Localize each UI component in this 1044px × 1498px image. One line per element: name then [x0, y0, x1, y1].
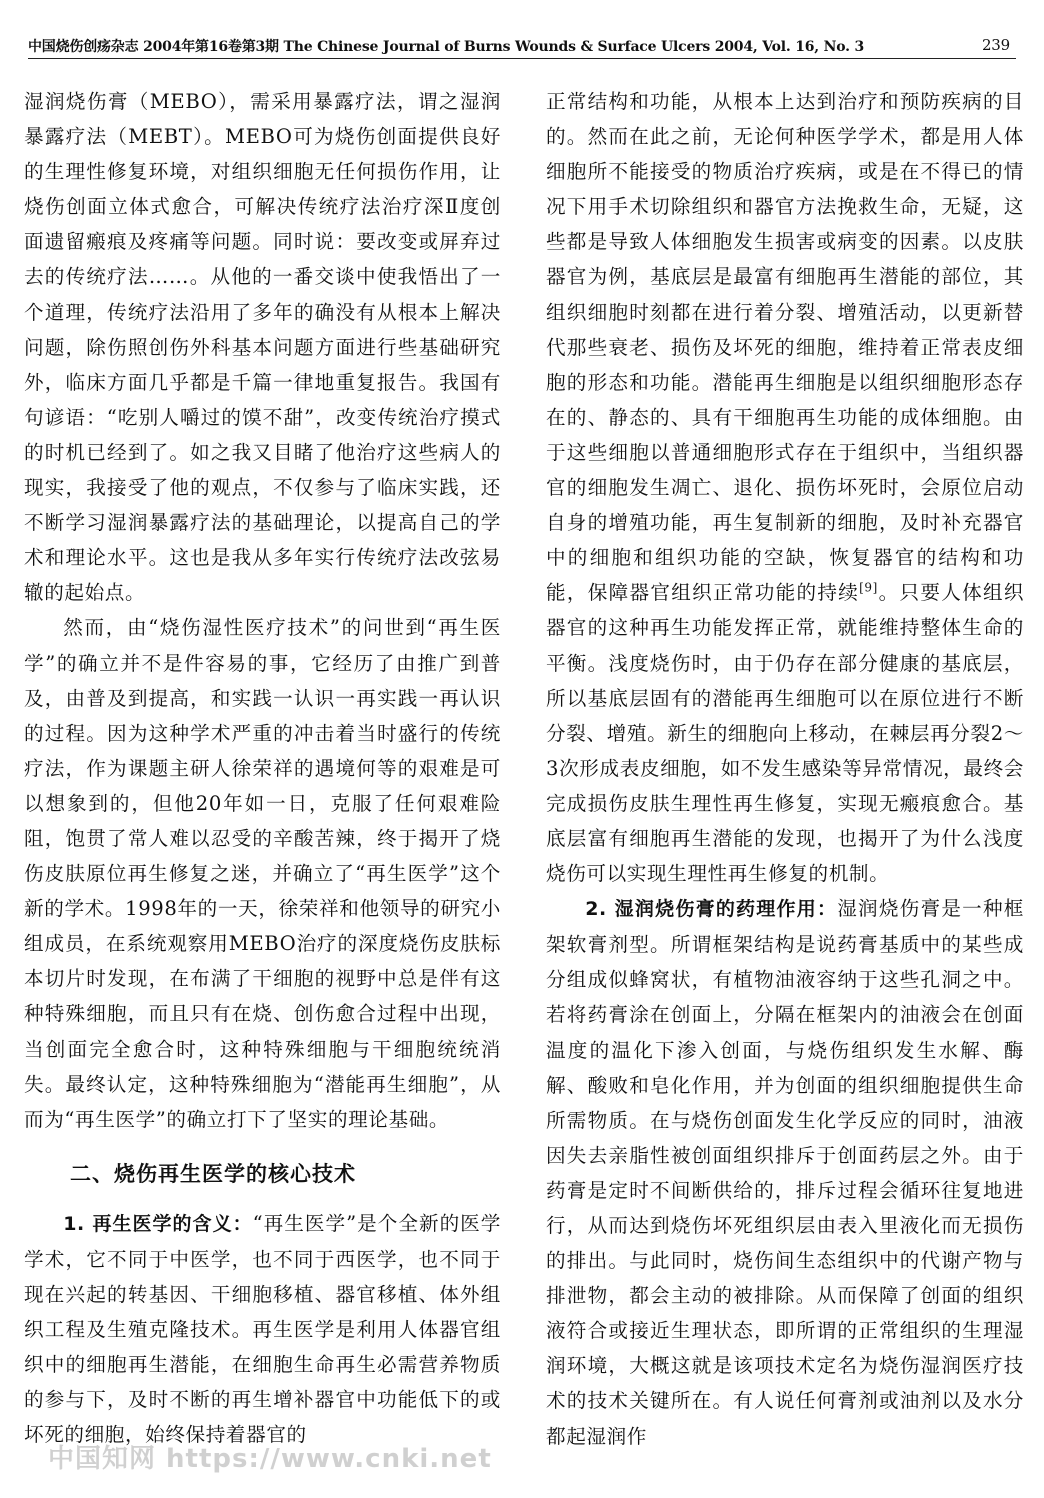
subsection-lead: 2. 湿润烧伤膏的药理作用： — [585, 898, 838, 921]
cnki-watermark: 中国知网 https://www.cnki.net — [48, 1444, 492, 1474]
paragraph-pharmacology — [546, 891, 1024, 1454]
paragraph-mebo-intro: 湿润烧伤膏（MEBO），需采用暴露疗法，谓之湿润暴露疗法（MEBT）。MEBO可为烧伤创面提供良好的生理性修复环境，对组织细胞无任何损伤作用，让烧伤创面立体式愈合，可解决传统疗法治疗深Ⅱ度创面遗留瘢痕及疼痛等问题。同时说：要改变或屏弃过去的传统疗法……。从他的一番交谈中使我悟出了一个道理，传统疗法沿用了多年的确没有从根本上解决问题，除伤照创伤外科基本问题方面进行些基础研究外，临床方面几乎都是千篇一律地重复报告。我国有句谚语：“吃别人嚼过的馍不甜”，改变传统治疗摸式的时机已经到了。如之我又目睹了他治疗这些病人的现实，我接受了他的观点，不仅参与了临床实践，还不断学习湿润暴露疗法的基础理论，以提高自己的学术和理论水平。这也是我从多年实行传统疗法改弦易辙的起始点。 — [24, 90, 501, 605]
paragraph-text: 正常结构和功能，从根本上达到治疗和预防疾病的目的。然而在此之前，无论何种医学学术，都是用人体细胞所不能接受的物质治疗疾病，或是在不得已的情况下用手术切除组织和器官方法挽救生命，无疑，这些都是导致人体细胞发生损害或病变的因素。以皮肤器官为例，基底层是最富有细胞再生潜能的部位，其组织细胞时刻都在进行着分裂、增殖活动，以更新替代那些衰老、损伤及坏死的细胞，维持着正常表皮细胞的形态和功能。潜能再生细胞是以组织细胞形态存在的、静态的、具有干细胞再生功能的成体细胞。由于这些细胞以普通细胞形式存在于组织中，当组织器官的细胞发生凋亡、退化、损伤坏死时，会原位启动自身的增殖功能，再生复制新的细胞，及时补充器官中的细胞和组织功能的空缺，恢复器官的结构和功能，保障器官组织正常功能的持续 — [546, 90, 1024, 605]
paragraph-text: 。只要人体组织器官的这种再生功能发挥正常，就能维持整体生命的平衡。浅度烧伤时，由于仍存在部分健康的基底层，所以基底层固有的潜能再生细胞可以在原位进行不断分裂、增殖。新生的细胞向上移动，在棘层再分裂2～3次形成表皮细胞，如不发生感染等异常情况，最终会完成损伤皮肤生理性再生修复，实现无瘢痕愈合。基底层富有细胞再生潜能的发现，也揭开了为什么浅度烧伤可以实现生理性再生修复的机制。 — [546, 581, 1025, 886]
left-column — [24, 84, 501, 1453]
paragraph-text: “再生医学”是个全新的医学学术，它不同于中医学，也不同于西医学，也不同于现在兴起的转基因、干细胞移植、器官移植、体外组织工程及生殖克隆技术。再生医学是利用人体器官组织中的细胞再生潜能，在细胞生命再生必需营养物质的参与下，及时不断的再生增补器官中功能低下的或坏死的细胞，始终保持着器官的 — [24, 1211, 501, 1447]
section-title: 二、烧伤再生医学的核心技术 — [70, 1161, 356, 1186]
page-number: 239 — [981, 36, 1010, 54]
paragraph-regenerative-history: 然而，由“烧伤湿性医疗技术”的问世到“再生医学”的确立并不是件容易的事，它经历了由推广到普及，由普及到提高，和实践一认识一再实践一再认识的过程。因为这种学术严重的冲击着当时盛行的传统疗法，作为课题主研人徐荣祥的遇境何等的艰难是可以想象到的，但他20年如一日，克服了任何艰难险阻，饱贯了常人难以忍受的辛酸苦辣，终于揭开了烧伤皮肤原位再生修复之迷，并确立了“再生医学”这个新的学术。1998年的一天，徐荣祥和他领导的研究小组成员，在系统观察用MEBO治疗的深度烧伤皮肤标本切片时发现，在布满了干细胞的视野中总是伴有这种特殊细胞，而且只有在烧、创伤愈合过程中出现，当创面完全愈合时，这种特殊细胞与干细胞统统消失。最终认定，这种特殊细胞为“潜能再生细胞”，从而为“再生医学”的确立打下了坚实的理论基础。 — [24, 616, 501, 1131]
journal-citation: 中国烧伤创疡杂志 2004年第16卷第3期 The Chinese Journal of Burns Wounds & Surface Ulcers 2004, Vol. 16, No. 3 — [28, 39, 865, 55]
running-header — [28, 36, 1016, 59]
right-column — [546, 84, 1024, 1454]
paragraph-regenerative-definition — [24, 1206, 501, 1453]
subsection-lead: 1. 再生医学的含义： — [63, 1212, 253, 1235]
paragraph-text: 湿润烧伤膏是一种框架软膏剂型。所谓框架结构是说药膏基质中的某些成分组成似蜂窝状，有植物油液容纳于这些孔洞之中。若将药膏涂在创面上，分隔在框架内的油液会在创面温度的温化下渗入创面，与烧伤组织发生水解、酶解、酸败和皂化作用，并为创面的组织细胞提供生命所需物质。在与烧伤创面发生化学反应的同时，油液因失去亲脂性被创面组织排斥于创面药层之外。由于药膏是定时不间断供给的，排斥过程会循环往复地进行，从而达到烧伤坏死组织层由表入里液化而无损伤的排出。与此同时，烧伤间生态组织中的代谢产物与排泄物，都会主动的被排除。从而保障了创面的组织液符合或接近生理状态，即所谓的正常组织的生理湿润环境，大概这就是该项技术定名为烧伤湿润医疗技术的技术关键所在。有人说任何膏剂或油剂以及水分都起湿润作 — [546, 897, 1024, 1448]
paragraph-stem-cells — [546, 84, 1024, 891]
citation-ref: [9] — [859, 580, 878, 595]
